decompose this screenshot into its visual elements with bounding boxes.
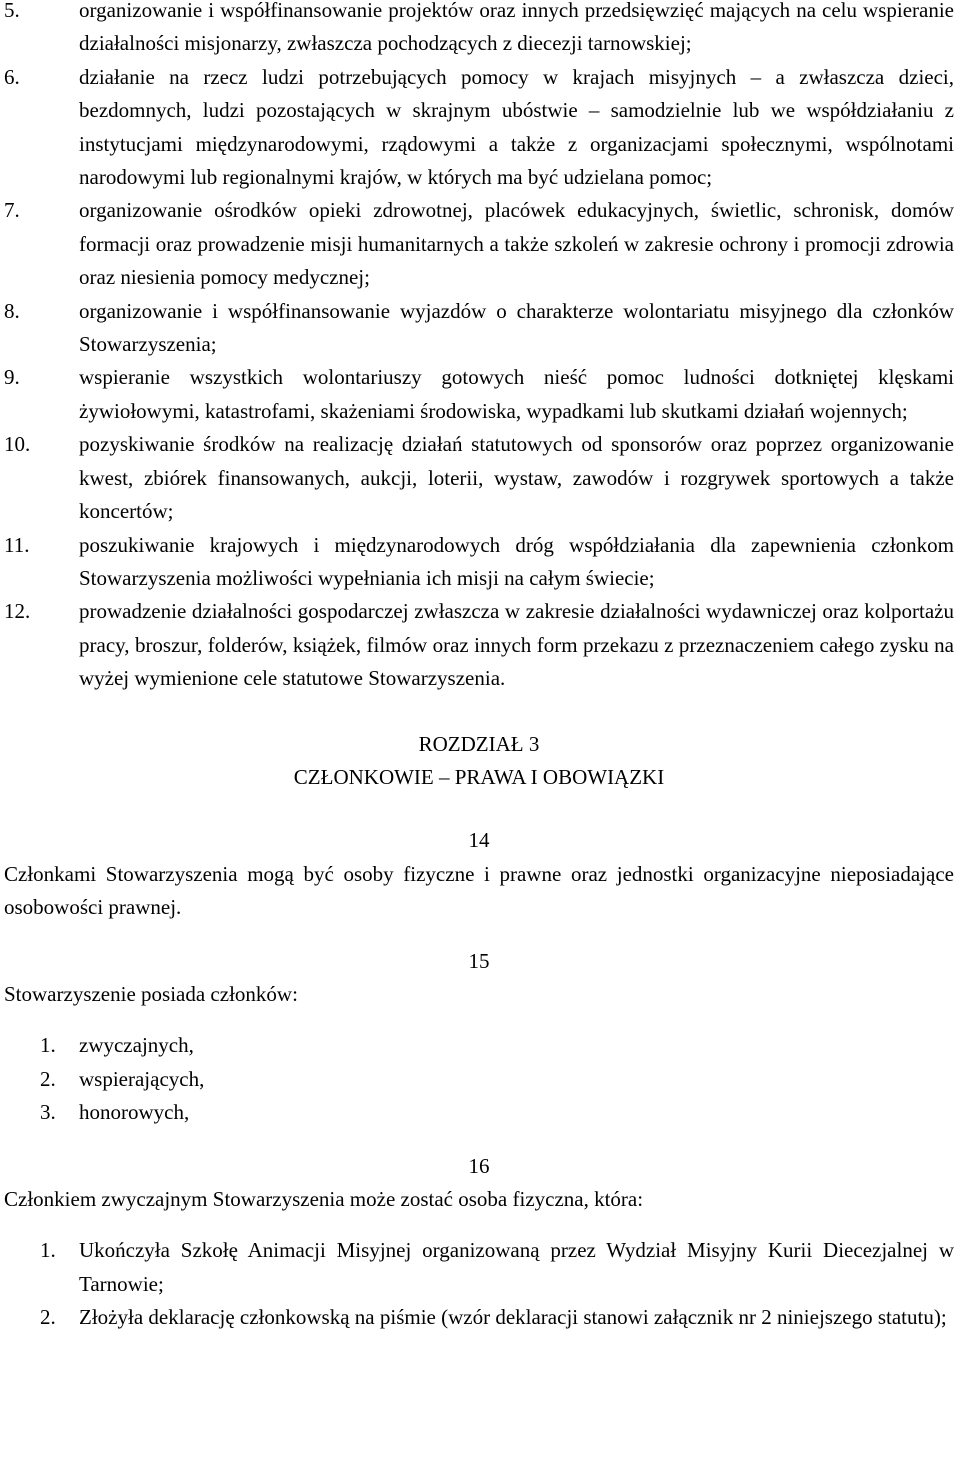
list-item bbox=[4, 428, 954, 528]
list-number: 11. bbox=[4, 532, 30, 557]
list-text: Złożyła deklarację członkowską na piśmie (wzór deklaracji stanowi załącznik nr 2 niniejszego statutu); bbox=[79, 1305, 947, 1330]
list-text: poszukiwanie krajowych i międzynarodowych dróg współdziałania dla zapewnienia członkom Stowarzyszenia możliwości wypełniania ich misji na całym świecie; bbox=[79, 532, 954, 590]
list-item bbox=[4, 1029, 954, 1062]
list-item bbox=[4, 1234, 954, 1301]
section-mark: 14 bbox=[468, 828, 490, 853]
list-number: 8. bbox=[4, 298, 20, 323]
list-item bbox=[4, 361, 954, 428]
list-text: organizowanie i współfinansowanie wyjazdów o charakterze wolontariatu misyjnego dla członków Stowarzyszenia; bbox=[79, 298, 954, 357]
list-number: 10. bbox=[4, 432, 31, 457]
list-item bbox=[4, 1063, 954, 1096]
section-15-intro: Stowarzyszenie posiada członków: bbox=[4, 981, 298, 1006]
list-number: 3. bbox=[40, 1100, 56, 1125]
list-item bbox=[4, 1096, 954, 1129]
list-item bbox=[4, 595, 954, 695]
section-number bbox=[4, 945, 954, 978]
list-text: honorowych, bbox=[79, 1100, 190, 1125]
list-number: 7. bbox=[4, 198, 20, 223]
list-text: pozyskiwanie środków na realizację działań statutowych od sponsorów oraz poprzez organizowanie kwest, zbiórek finansowanych, aukcji, loterii, wystaw, zawodów i rozgrywek sportowych a także koncertów; bbox=[79, 432, 954, 524]
list-text: wspierających, bbox=[79, 1066, 205, 1091]
list-number: 2. bbox=[40, 1305, 56, 1330]
list-text: Ukończyła Szkołę Animacji Misyjnej organizowaną przez Wydział Misyjny Kurii Diecezjalnej w Tarnowie; bbox=[79, 1238, 954, 1296]
list-item bbox=[4, 1301, 954, 1334]
list-text: organizowanie i współfinansowanie projektów oraz innych przedsięwzięć mających na celu wspieranie działalności misjonarzy, zwłaszcza pochodzących z diecezji tarnowskiej; bbox=[79, 0, 954, 56]
list-text: prowadzenie działalności gospodarczej zwłaszcza w zakresie działalności wydawniczej oraz kolportażu pracy, broszur, folderów, książek, filmów oraz innych form przekazu z przeznaczeniem całego zysku na wyżej wymienione cele statutowe Stowarzyszenia. bbox=[79, 599, 954, 691]
list-text: działanie na rzecz ludzi potrzebujących pomocy w krajach misyjnych – a zwłaszcza dzieci, bezdomnych, ludzi pozostających w skrajnym ubóstwie – samodzielnie lub we współdziałaniu z instytucjami międzynarodowymi, rządowymi a także z organizacjami społecznymi, wspólnotami narodowymi lub regionalnymi krajów, w których ma być udzielana pomoc; bbox=[79, 64, 954, 190]
chapter-title: CZŁONKOWIE – PRAWA I OBOWIĄZKI bbox=[293, 764, 665, 789]
list-number: 1. bbox=[40, 1033, 56, 1058]
list-text: organizowanie ośrodków opieki zdrowotnej, placówek edukacyjnych, świetlic, schronisk, domów formacji oraz prowadzenie misji humanitarnych a także szkoleń w zakresie ochrony i promocji zdrowia oraz niesienia pomocy medycznej; bbox=[79, 198, 954, 290]
section-mark: 15 bbox=[468, 948, 490, 973]
ordinary-member-conditions-list bbox=[4, 1234, 954, 1334]
list-item bbox=[4, 61, 954, 195]
list-text: wspieranie wszystkich wolontariuszy gotowych nieść pomoc ludności dotkniętej klęskami żywiołowymi, katastrofami, skażeniami środowiska, wypadkami lub skutkami działań wojennych; bbox=[79, 365, 954, 423]
section-number bbox=[4, 824, 954, 857]
chapter-heading bbox=[4, 728, 954, 795]
list-number: 2. bbox=[40, 1066, 56, 1091]
chapter-number: ROZDZIAŁ 3 bbox=[418, 731, 540, 756]
section-16-intro: Członkiem zwyczajnym Stowarzyszenia może zostać osoba fizyczna, która: bbox=[4, 1187, 644, 1211]
list-item bbox=[4, 0, 954, 61]
section-number bbox=[4, 1150, 954, 1183]
list-text: zwyczajnych, bbox=[79, 1033, 194, 1058]
list-item bbox=[4, 295, 954, 362]
list-number: 9. bbox=[4, 365, 20, 390]
list-number: 12. bbox=[4, 599, 31, 624]
document-page bbox=[4, 0, 954, 1335]
list-number: 5. bbox=[4, 0, 20, 22]
section-mark: 16 bbox=[468, 1153, 490, 1178]
statute-goals-list bbox=[4, 0, 954, 696]
list-number: 1. bbox=[40, 1238, 56, 1263]
section-14-text: Członkami Stowarzyszenia mogą być osoby fizyczne i prawne oraz jednostki organizacyjne nieposiadające osobowości prawnej. bbox=[4, 861, 954, 920]
list-item bbox=[4, 194, 954, 294]
list-item bbox=[4, 529, 954, 596]
member-types-list bbox=[4, 1029, 954, 1129]
list-number: 6. bbox=[4, 64, 20, 89]
